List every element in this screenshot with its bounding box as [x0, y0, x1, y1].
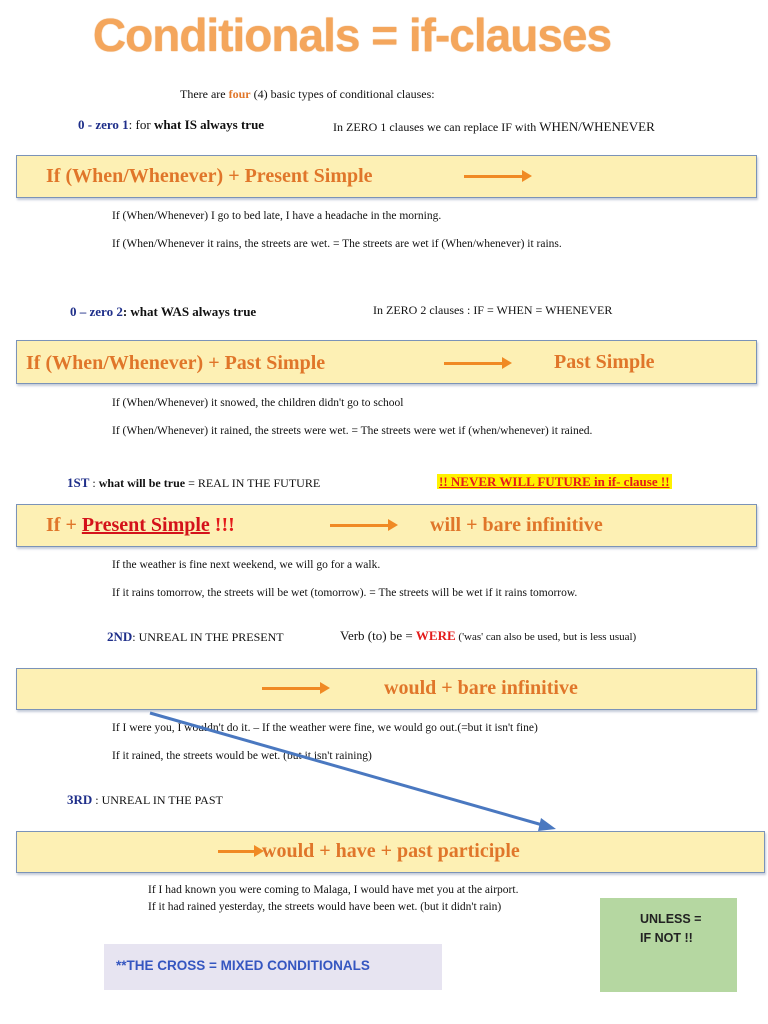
zero1-text1: : for [128, 117, 154, 132]
zero1-formula: If (When/Whenever) + Present Simple [46, 165, 373, 187]
mixed-conditionals-text: **THE CROSS = MIXED CONDITIONALS [116, 958, 370, 973]
first-text2: what will be true [98, 476, 186, 490]
second-example-2: If it rained, the streets would be wet. (but it isn't raining) [112, 750, 372, 762]
zero2-example-2: If (When/Whenever) it rained, the streets were wet. = The streets were wet if (when/whenever) it rained. [112, 425, 593, 437]
second-text: : UNREAL IN THE PRESENT [132, 630, 284, 644]
third-text: : UNREAL IN THE PAST [92, 793, 223, 807]
intro-before: There are [180, 87, 229, 101]
second-example-1: If I were you, I wouldn't do it. – If the weather were fine, we would go out.(=but it isn't fine) [112, 722, 538, 734]
first-formula-if: If + [46, 514, 82, 536]
first-warning-text: !! NEVER WILL FUTURE in if- clause !! [439, 474, 670, 489]
zero2-label: 0 – zero 2 [70, 304, 123, 319]
third-example-2: If it had rained yesterday, the streets would have been wet. (but it didn't rain) [148, 901, 502, 913]
zero2-formula-left: If (When/Whenever) + Past Simple [26, 352, 326, 374]
second-were: WERE [415, 628, 456, 643]
zero1-label: 0 - zero 1 [78, 117, 129, 132]
first-formula-right: will + bare infinitive [430, 514, 603, 536]
zero2-example-1: If (When/Whenever) it snowed, the children didn't go to school [112, 397, 404, 409]
third-label: 3RD [67, 792, 93, 807]
page-title: Conditionals = if-clauses [92, 9, 612, 61]
zero2-text: : what WAS always true [122, 304, 257, 319]
second-note: ('was' can also be used, but is less usual) [455, 631, 637, 643]
zero1-note-when: WHEN/WHENEVER [539, 119, 655, 134]
zero2-formula-right: Past Simple [554, 351, 655, 373]
second-verb: Verb (to) be = [340, 628, 416, 643]
first-label: 1ST [67, 475, 90, 490]
first-formula-present-simple: Present Simple [81, 514, 210, 536]
zero1-text2: what IS always true [153, 117, 265, 132]
intro-four: four [228, 87, 251, 101]
zero1-example-1: If (When/Whenever) I go to bed late, I have a headache in the morning. [112, 210, 442, 222]
unless-line-2: IF NOT !! [640, 931, 693, 945]
third-formula: would + have + past participle [262, 840, 520, 862]
intro-after: (4) basic types of conditional clauses: [250, 87, 435, 101]
zero2-note: In ZERO 2 clauses : IF = WHEN = WHENEVER [373, 303, 613, 317]
mixed-conditionals-box [104, 944, 442, 990]
third-example-1: If I had known you were coming to Malaga, I would have met you at the airport. [148, 884, 519, 896]
second-formula-right: would + bare infinitive [384, 677, 578, 699]
first-example-1: If the weather is fine next weekend, we will go for a walk. [112, 559, 381, 571]
first-formula-excl: !!! [209, 514, 235, 536]
first-text1: : [89, 476, 99, 490]
unless-box [600, 898, 737, 992]
unless-line-1: UNLESS = [640, 912, 702, 926]
first-example-2: If it rains tomorrow, the streets will be wet (tomorrow). = The streets will be wet if it rains tomorrow. [112, 587, 578, 599]
zero1-example-2: If (When/Whenever it rains, the streets are wet. = The streets are wet if (When/whenever) it rains. [112, 238, 562, 250]
first-text3: = REAL IN THE FUTURE [185, 476, 321, 490]
second-label: 2ND [107, 629, 133, 644]
zero1-note-text: In ZERO 1 clauses we can replace IF with [333, 120, 540, 134]
